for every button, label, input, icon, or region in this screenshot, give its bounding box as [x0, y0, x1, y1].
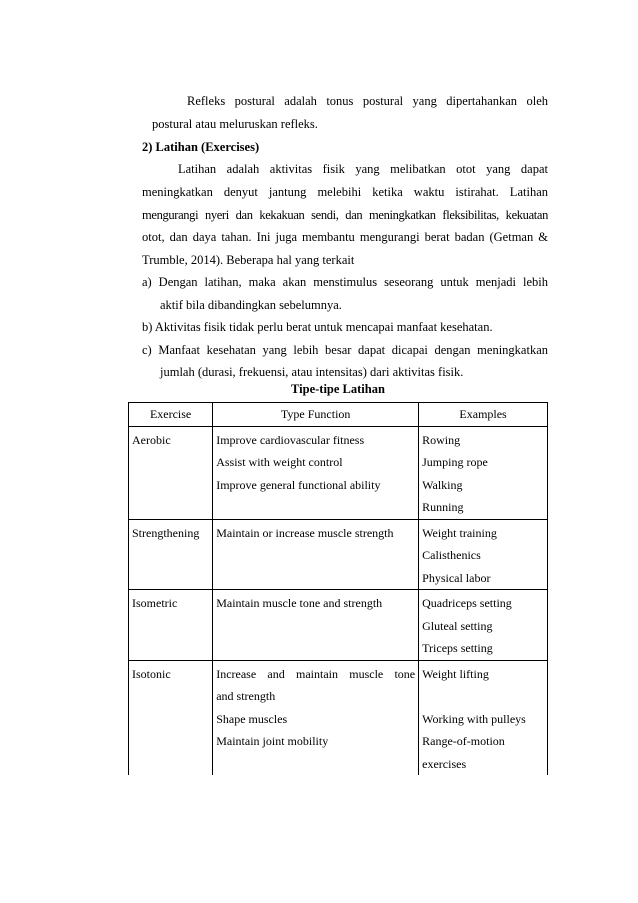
- table-row-isometric: [129, 590, 548, 661]
- example-text: Triceps setting: [422, 641, 493, 655]
- example-text: Working with pulleys: [422, 711, 526, 726]
- latihan-paragraph-line-3: mengurangi nyeri dan kekakuan sendi, dan meningkatkan fleksibilitas, kekuatan: [142, 208, 548, 222]
- example-text: exercises: [422, 756, 467, 771]
- function-text: and strength: [216, 689, 276, 703]
- cell-functions: [213, 426, 419, 519]
- section-heading-latihan: 2) Latihan (Exercises): [142, 140, 260, 154]
- header-examples: Examples: [419, 403, 548, 427]
- cell-examples: [419, 590, 548, 661]
- latihan-paragraph-line-4: otot, dan daya tahan. Ini juga membantu mengurangi berat badan (Getman &: [142, 230, 548, 244]
- example-text: Walking: [422, 477, 463, 492]
- function-text: Shape muscles: [216, 711, 288, 726]
- function-text: Increase and maintain muscle tone: [216, 666, 416, 681]
- latihan-paragraph-line-2: meningkatkan denyut jantung melebihi ketika waktu istirahat. Latihan: [142, 185, 548, 199]
- cell-exercise: Isometric: [129, 590, 213, 661]
- function-text: Maintain or increase muscle strength: [216, 525, 394, 540]
- cell-examples: [419, 426, 548, 519]
- cell-examples: [419, 519, 548, 590]
- table-row-strengthening: [129, 519, 548, 590]
- example-text: Calisthenics: [422, 548, 481, 562]
- latihan-paragraph-line-1: Latihan adalah aktivitas fisik yang melibatkan otot yang dapat: [178, 162, 548, 176]
- header-exercise: Exercise: [129, 403, 213, 427]
- example-text: Physical labor: [422, 570, 491, 585]
- cell-exercise: Aerobic: [129, 426, 213, 519]
- table-row-aerobic: [129, 426, 548, 519]
- example-text: Rowing: [422, 432, 461, 447]
- refleks-paragraph-line-2: postural atau meluruskan refleks.: [152, 117, 318, 131]
- table-title: Tipe-tipe Latihan: [291, 382, 385, 396]
- list-item-a-line-1: a) Dengan latihan, maka akan menstimulus seseorang untuk menjadi lebih: [142, 275, 548, 289]
- cell-exercise: Strengthening: [129, 519, 213, 590]
- example-text: Gluteal setting: [422, 618, 493, 633]
- list-item-c-line-2: jumlah (durasi, frekuensi, atau intensitas) dari aktivitas fisik.: [160, 365, 464, 379]
- table-header-row: [129, 403, 548, 427]
- example-text: Range-of-motion: [422, 734, 505, 748]
- function-text: Improve general functional ability: [216, 477, 381, 492]
- cell-functions: [213, 660, 419, 775]
- function-text: Assist with weight control: [216, 455, 343, 469]
- header-type-function: Type Function: [213, 403, 419, 427]
- function-text: Maintain muscle tone and strength: [216, 596, 383, 610]
- example-spacer: [422, 685, 544, 708]
- cell-functions: [213, 590, 419, 661]
- function-text: Maintain joint mobility: [216, 734, 329, 748]
- example-text: Running: [422, 500, 464, 514]
- function-text: Improve cardiovascular fitness: [216, 432, 365, 447]
- example-text: Weight lifting: [422, 666, 489, 681]
- list-item-b: b) Aktivitas fisik tidak perlu berat untuk mencapai manfaat kesehatan.: [142, 320, 493, 334]
- cell-examples: [419, 660, 548, 775]
- cell-exercise: Isotonic: [129, 660, 213, 775]
- example-text: Quadriceps setting: [422, 596, 512, 610]
- example-text: Jumping rope: [422, 455, 488, 469]
- exercise-types-table: [128, 402, 548, 775]
- list-item-c-line-1: c) Manfaat kesehatan yang lebih besar dapat dicapai dengan meningkatkan: [142, 343, 548, 357]
- list-item-a-line-2: aktif bila dibandingkan sebelumnya.: [160, 298, 342, 312]
- example-text: Weight training: [422, 525, 497, 540]
- latihan-paragraph-line-5: Trumble, 2014). Beberapa hal yang terkait: [142, 253, 355, 267]
- refleks-paragraph-line-1: Refleks postural adalah tonus postural yang dipertahankan oleh: [187, 94, 548, 108]
- cell-functions: [213, 519, 419, 590]
- table-row-isotonic: [129, 660, 548, 775]
